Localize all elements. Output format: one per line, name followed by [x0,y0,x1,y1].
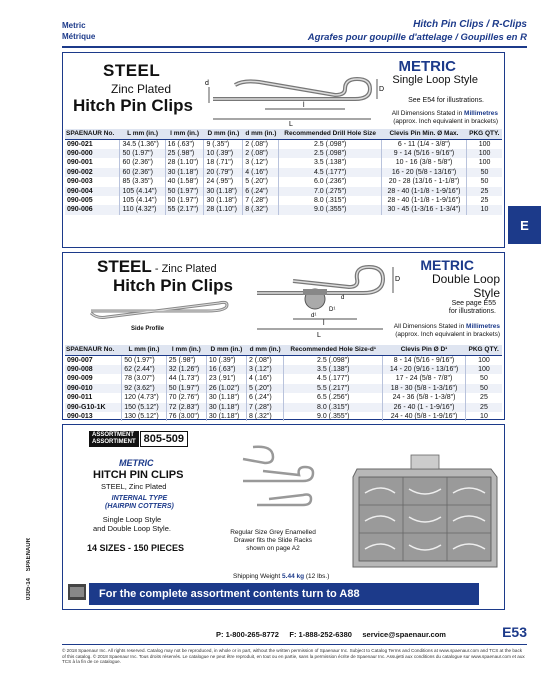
side-profile-label: Side Profile [131,326,165,332]
assortment-sizes: 14 SIZES - 150 PIECES [87,543,185,553]
single-loop-cell: 28 - 40 (1-1/8 - 1-9/16") [381,196,466,205]
single-loop-cell: 2 (.08") [243,139,279,149]
double-loop-cell: 70 (2.76") [166,393,206,402]
single-loop-cell: 40 (1.58") [165,177,204,186]
double-loop-cell: 2.5 (.098") [284,355,383,365]
assortment-section [62,424,505,610]
double-loop-cell: 25 [465,403,502,412]
single-loop-cell: 9.0 (.355") [279,205,381,214]
double-loop-cell: 5.5 (.217") [284,384,383,393]
drawer-note [223,529,323,553]
footer-email[interactable]: service@spaenaur.com [362,630,446,639]
section2-steel-word: STEEL [97,257,152,276]
single-loop-cell: 50 [467,177,502,186]
single-loop-cell: 16 (.63") [165,139,204,149]
double-loop-cell: 3.5 (.138") [284,365,383,374]
single-loop-cell: 7.0 (.275") [279,187,381,196]
single-loop-cell: 28 (1.10") [165,158,204,167]
assortment-label [89,431,139,447]
single-loop-cell: 100 [467,158,502,167]
header-title-en: Hitch Pin Clips / R-Clips [413,19,527,30]
ship-weight: 5.44 kg [282,573,305,580]
diagram2-label-l: l [323,320,325,327]
table-row [65,355,502,365]
header-metric: Metric [62,21,86,30]
diagram2-label-D: D [395,276,401,283]
double-loop-cell: 62 (2.44") [122,365,166,374]
double-loop-cell: 30 (1.18") [206,393,246,402]
single-loop-cell: 6 - 11 (1/4 - 3/8") [381,139,466,149]
double-loop-cell: 090-G10-1K [65,403,122,412]
table-row [65,393,502,402]
double-loop-header-0: SPAENAUR No. [65,345,122,355]
section2-steel [97,257,217,277]
single-loop-cell: 6.0 (.236") [279,177,381,186]
header-left [62,20,95,42]
single-loop-cell: 090-001 [67,159,93,167]
single-loop-cell: 20 (.79") [204,168,243,177]
single-loop-cell: 090-006 [65,205,120,214]
single-loop-cell: 2 (.08") [243,149,279,158]
single-loop-cell: 50 [467,168,502,177]
double-loop-cell: 090-008 [65,365,122,374]
single-loop-cell: 8.0 (.315") [279,196,381,205]
single-loop-cell: 5 (.20") [243,177,279,186]
loop-style-1: Single Loop Style [102,515,162,524]
section-tab-e: E [508,206,541,244]
double-loop-cell: 4 (.16") [246,374,283,383]
table-row [65,403,502,412]
dims1-suffix: (approx. Inch equivalent in brackets) [393,118,498,125]
section2-hitch: Hitch Pin Clips [113,276,233,295]
section1-metric: METRIC [398,58,456,75]
single-loop-cell: 3 (.12") [243,158,279,167]
single-loop-header-7: PKG QTY. [467,129,502,139]
single-loop-cell: 30 (1.18") [165,168,204,177]
single-loop-cell: 6 (.24") [243,187,279,196]
double-loop-cell: 76 (3.00") [166,412,206,421]
double-loop-header-1: L mm (in.) [122,345,166,355]
double-loop-cell: 090-010 [65,384,122,393]
dims2-prefix: All Dimensions Stated in [393,323,467,330]
table-row [65,374,502,383]
assortment-label-en: ASSORTMENT [92,432,134,438]
single-loop-header-4: d mm (in.) [243,129,279,139]
dims2-unit: Millimetres [466,323,500,330]
double-loop-cell: 50 [465,374,502,383]
single-loop-cell: 090-000 [65,149,120,158]
drawer-note-2: Drawer fits the Slide Racks [233,537,313,544]
double-loop-cell: 5 (.20") [246,384,283,393]
single-loop-cell: 30 (1.18") [204,196,243,205]
double-loop-cell: 24 - 36 (5/8 - 1-3/8") [383,393,466,402]
single-loop-cell: 25 [467,196,502,205]
shipping-weight [233,573,329,580]
section2-metric: METRIC [420,257,474,273]
double-loop-cell: 44 (1.73") [166,374,206,383]
double-loop-header-6: Clevis Pin Ø D¹ [383,345,466,355]
double-loop-cell: 25 (.98") [166,355,206,365]
single-loop-cell: 2.5 (.098") [279,149,381,158]
section2-see-2: for illustrations. [448,308,496,315]
section1-zinc: Zinc Plated [111,82,172,96]
double-loop-cell: 6 (.24") [246,393,283,402]
single-loop-cell: 18 (.71") [204,158,243,167]
single-loop-cell: 85 (3.35") [120,177,165,186]
internal-hairpin: (HAIRPIN COTTERS) [105,503,174,510]
single-loop-cell: 34.5 (1.36") [120,139,165,149]
single-loop-header-0: SPAENAUR No. [65,129,120,139]
double-loop-cell: 26 - 40 (1 - 1-9/16") [383,403,466,412]
section2-see [449,300,496,316]
header-divider [62,46,527,48]
section1-hitch: Hitch Pin Clips [73,96,193,115]
single-loop-cell: 3.5 (.138") [279,158,381,167]
section1-style: Single Loop Style [392,74,478,86]
double-loop-cell: 17 - 24 (5/8 - 7/8") [383,374,466,383]
double-loop-header-4: d mm (in.) [246,345,283,355]
mini-drawer-icon [67,583,87,601]
double-loop-cell: 130 (5.12") [122,412,166,421]
section2-see-1: See page E55 [451,300,496,307]
assortment-id [89,431,188,447]
single-loop-cell: 10 [467,205,502,214]
assortment-drawer-image [351,449,499,573]
double-loop-cell: 4.5 (.177") [284,374,383,383]
double-loop-cell: 2 (.08") [246,355,283,365]
drawer-note-1: Regular Size Grey Enamelled [230,529,316,536]
single-loop-cell: 30 - 45 (1-3/16 - 1-3/4") [381,205,466,214]
footer-divider [62,644,527,645]
double-loop-cell: 090-009 [67,375,93,383]
double-loop-cell: 92 (3.62") [122,384,166,393]
single-loop-clip-diagram [205,61,385,127]
double-loop-cell: 10 (.39") [206,355,246,365]
header-metrique: Métrique [62,32,96,41]
header-right [308,18,527,44]
double-loop-table [65,345,502,421]
assortment-metric: METRIC [119,458,154,468]
footer-copyright: © 2018 Spaenaur Inc. All rights reserved. Catalog may not be reproduced, in whole or in part, without the written permission of Spaenaur Inc. Subject to Catalog Terms and Conditions at www.spaenaur.com and TCS at the back of this catalog. © 2018 Spaenaur Inc. Tous droits réservés. Le catalogue ne peut être reproduit, en tout ou en partie, sans la permission écrite de Spaenaur Inc. Assujetti aux conditions du catalogue sur www.spaenaur.com et aux TCS à la fin de ce catalogue. [62,648,525,664]
diagram2-label-d1: d¹ [311,313,317,319]
section2-style-2: Style [473,286,500,300]
header-title-fr: Agrafes pour goupille d'attelage / Goupilles en R [307,32,527,43]
single-loop-cell: 2.5 (.098") [279,139,381,149]
single-loop-cell: 50 (1.97") [165,196,204,205]
double-loop-cell: 150 (5.12") [122,403,166,412]
assortment-number: 805-509 [140,431,188,447]
single-loop-cell: 16 - 20 (5/8 - 13/16") [381,168,466,177]
section2-style [432,272,500,300]
double-loop-cell: 24 - 40 (5/8 - 1-9/16") [383,412,466,421]
single-loop-cell: 30 (1.18") [204,187,243,196]
assortment-internal [105,495,174,511]
single-loop-cell: 7 (.28") [243,196,279,205]
single-loop-cell: 090-005 [67,196,93,204]
section2-dims-note [394,323,500,339]
double-loop-cell: 23 (.91") [206,374,246,383]
single-loop-cell: 4 (.16") [243,168,279,177]
diagram2-label-d: d [341,295,345,301]
double-loop-cell: 16 (.63") [206,365,246,374]
single-loop-cell: 25 [467,187,502,196]
single-loop-cell: 24 (.95") [204,177,243,186]
double-loop-header-3: D mm (in.) [206,345,246,355]
side-profile-diagram [87,299,237,325]
diagram1-label-l: l [303,102,305,109]
table-row [65,205,502,214]
double-loop-cell: 3 (.12") [246,365,283,374]
dims2-suffix: (approx. Inch equivalent in brackets) [395,331,500,338]
single-loop-header-5: Recommended Drill Hole Size [279,129,381,139]
double-loop-cell: 7 (.28") [246,403,283,412]
single-loop-header-1: L mm (in.) [120,129,165,139]
single-loop-header-6: Clevis Pin Min. Ø Max. [381,129,466,139]
single-loop-cell: 50 (1.97") [165,187,204,196]
footer-fax: F: 1-888-252-6380 [289,630,352,639]
diagram1-label-D: D [379,86,385,93]
internal-type: INTERNAL TYPE [111,495,168,502]
double-loop-cell: 8 (.32") [246,412,283,421]
ship-prefix: Shipping Weight [233,573,283,580]
single-loop-cell: 105 (4.14") [120,196,165,205]
double-loop-cell: 10 [465,412,502,421]
spine-label [26,520,38,600]
single-loop-cell: 28 (1.10") [204,205,243,214]
double-loop-cell: 9.0 (.355") [284,412,383,421]
single-loop-cell: 090-004 [65,187,120,196]
table-row [65,139,502,149]
single-loop-cell: 9 (.35") [204,139,243,149]
double-loop-cell: 090-013 [67,412,93,420]
double-loop-cell: 120 (4.73") [122,393,166,402]
spine-brand: SPAENAUR [26,538,32,572]
diagram1-label-L: L [289,121,293,127]
single-loop-cell: 100 [467,139,502,149]
single-loop-cell: 50 (1.97") [120,149,165,158]
double-loop-cell: 25 [465,393,502,402]
double-loop-cell: 14 - 20 (9/16 - 13/16") [383,365,466,374]
double-loop-cell: 18 - 30 (5/8 - 1-3/16") [383,384,466,393]
double-loop-cell: 6.5 (.256") [284,393,383,402]
single-loop-cell: 9 - 14 (5/16 - 9/16") [381,149,466,158]
section1-see: See E54 for illustrations. [408,97,484,104]
double-loop-cell: 100 [465,365,502,374]
table-row [65,196,502,205]
single-loop-cell: 28 - 40 (1-1/8 - 1-9/16") [381,187,466,196]
table-row [65,412,502,421]
single-loop-cell: 090-003 [67,178,93,186]
page-number: E53 [502,624,527,640]
single-loop-cell: 20 - 28 (13/16 - 1-1/8") [381,177,466,186]
single-loop-cell: 090-002 [65,168,120,177]
single-loop-table [65,129,502,215]
single-loop-header-2: l mm (in.) [165,129,204,139]
single-loop-header-3: D mm (in.) [204,129,243,139]
double-loop-cell: 50 [465,384,502,393]
footer-phone: P: 1-800-265-8772 [216,630,279,639]
single-loop-section [62,52,505,248]
dims1-unit: Millimetres [464,110,498,117]
single-loop-cell: 110 (4.32") [120,205,165,214]
table-row [65,177,502,186]
double-loop-header-7: PKG QTY. [465,345,502,355]
single-loop-cell: 55 (2.17") [165,205,204,214]
loop-style-2: and Double Loop Style. [93,524,171,533]
section1-dims-note [392,110,498,126]
table-row [65,168,502,177]
double-loop-cell: 090-011 [67,394,93,402]
single-loop-cell: 60 (2.36") [120,158,165,167]
assortment-steel: STEEL, Zinc Plated [101,482,167,491]
table-row [65,187,502,196]
ship-suffix: (12 lbs.) [304,573,330,580]
table-row [65,384,502,393]
double-loop-header-5: Recommended Hole Size-d¹ [284,345,383,355]
table-row [65,158,502,167]
section2-style-1: Double Loop [431,272,500,286]
double-loop-cell: 50 (1.97") [166,384,206,393]
diagram1-label-d: d [205,80,209,87]
double-loop-cell: 26 (1.02") [206,384,246,393]
assortment-title: HITCH PIN CLIPS [93,469,184,481]
dims1-prefix: All Dimensions Stated in [391,110,465,117]
single-loop-cell: 100 [467,149,502,158]
single-loop-cell: 090-021 [67,140,93,148]
diagram2-label-D1: D¹ [329,307,336,313]
table-row [65,365,502,374]
drawer-note-3: shown on page A2 [246,545,300,552]
double-loop-header-2: l mm (in.) [166,345,206,355]
double-loop-cell: 8.0 (.315") [284,403,383,412]
double-loop-cell: 50 (1.97") [122,355,166,365]
spine-code: 0305-14 [26,577,32,600]
double-loop-cell: 090-007 [67,356,93,364]
double-loop-cell: 30 (1.18") [206,412,246,421]
double-loop-cell: 30 (1.18") [206,403,246,412]
assortment-loop-styles [93,515,171,533]
footer-contact [216,630,446,639]
double-loop-section [62,252,505,420]
assortment-clips-image [233,441,323,521]
double-loop-cell: 72 (2.83") [166,403,206,412]
double-loop-cell: 100 [465,355,502,365]
section1-steel: STEEL [103,61,161,80]
single-loop-cell: 60 (2.36") [120,168,165,177]
double-loop-clip-diagram [253,259,403,339]
double-loop-cell: 8 - 14 (5/16 - 9/16") [383,355,466,365]
single-loop-cell: 10 (.39") [204,149,243,158]
single-loop-cell: 8 (.32") [243,205,279,214]
assortment-banner: For the complete assortment contents turn to A88 [89,583,479,605]
single-loop-cell: 4.5 (.177") [279,168,381,177]
double-loop-cell: 78 (3.07") [122,374,166,383]
double-loop-cell: 32 (1.26") [166,365,206,374]
single-loop-cell: 25 (.98") [165,149,204,158]
single-loop-cell: 10 - 16 (3/8 - 5/8") [381,158,466,167]
assortment-label-fr: ASSORTIMENT [92,439,136,445]
single-loop-cell: 105 (4.14") [120,187,165,196]
diagram2-label-L: L [317,332,321,339]
table-row [65,149,502,158]
section2-zinc: - Zinc Plated [151,263,217,275]
